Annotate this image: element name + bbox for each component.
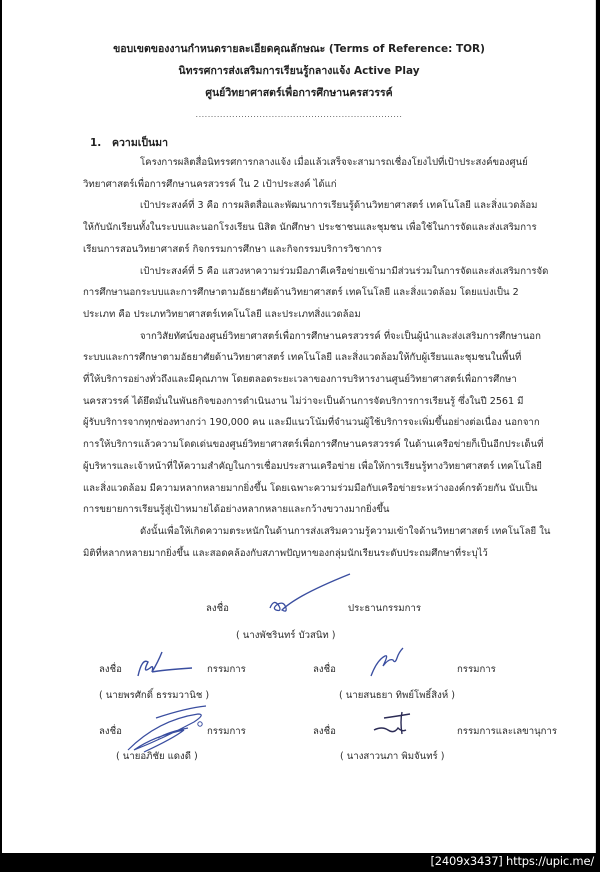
member-4-sign-label: ลงชื่อ <box>313 726 336 737</box>
member-3-role: กรรมการ <box>207 726 246 737</box>
text-line: การให้บริการแล้วความโดดเด่นของศูนย์วิทยาศาสตร์เพื่อการศึกษานครสวรรค์ ในด้านเครือข่ายก็เป็นอีกประเด็นที่ <box>83 439 544 451</box>
image-info-text: [2409x3437] https://upic.me/ <box>430 854 594 868</box>
text-line: ให้กับนักเรียนทั้งในระบบและนอกโรงเรียน นิสิต นักศึกษา ประชาชนและชุมชน เพื่อใช้ในการจัดและส่งเสริมการ <box>83 222 537 234</box>
text-line: โครงการผลิตสื่อนิทรรศการกลางแจ้ง เมื่อแล้วเสร็จจะสามารถเชื่องโยงไปที่เป้าประสงค์ของศูนย์ <box>140 157 528 168</box>
text-line: ระบบและการศึกษาตามอัธยาศัยด้านวิทยาศาสตร์ เทคโนโลยี และสิ่งแวดล้อมให้กับผู้เรียนและชุมชนในพื้นที่ <box>83 352 522 364</box>
chair-name: ( นางพัชรินทร์ บัวสนิท ) <box>236 630 336 641</box>
scanned-document-page <box>2 0 596 853</box>
member-4-role: กรรมการและเลขานุการ <box>457 726 558 737</box>
text-line: นครสวรรค์ ได้ยึดมั่นในพันธกิจของการดำเนินงาน ไม่ว่าจะเป็นด้านการจัดบริการการเรียนรู้ ซึ่งในปี 2561 มี <box>83 395 524 407</box>
title-separator: .................................................................... <box>195 110 403 119</box>
member-2-role: กรรมการ <box>457 664 496 675</box>
text-line: ผู้บริหารและเจ้าหน้าที่ให้ความสำคัญในการเชื่อมประสานเครือข่าย เพื่อให้การเรียนรู้ทางวิทยาศาสตร์ เทคโนโลยี <box>83 460 542 472</box>
chair-sign-label: ลงชื่อ <box>206 603 229 614</box>
text-line: ที่ให้บริการอย่างทั่วถึงและมีคุณภาพ โดยตลอดระยะเวลาของการบริหารงานศูนย์วิทยาศาสตร์เพื่อการศึกษา <box>83 374 517 386</box>
paragraph-vision <box>83 326 563 521</box>
section-number: 1. <box>90 137 102 149</box>
text-line: การขยายการเรียนรู้สู่เป้าหมายได้อย่างหลากหลายและกว้างขวางมากยิ่งขึ้น <box>83 504 390 516</box>
chair-signature-icon <box>264 572 354 618</box>
text-line: ประเภท คือ ประเภทวิทยาศาสตร์เทคโนโลยี และประเภทสิ่งแวดล้อม <box>83 308 361 320</box>
member-1-name: ( นายพรศักดิ์ ธรรมวานิช ) <box>99 690 210 701</box>
member-1-signature-icon <box>132 648 202 684</box>
member-2-name: ( นายสนธยา ทิพย์โพธิ์สิงห์ ) <box>339 690 455 701</box>
member-3-name: ( นายอภิชัย แดงดี ) <box>116 751 198 762</box>
paragraph-intro <box>83 152 563 195</box>
member-4-name: ( นางสาวนภา พิมจันทร์ ) <box>340 751 445 762</box>
member-1-role: กรรมการ <box>207 664 246 675</box>
member-1-sign-label: ลงชื่อ <box>99 664 122 675</box>
text-line: เรียนการสอนวิทยาศาสตร์ กิจกรรมการศึกษา และกิจกรรมบริการวิชาการ <box>83 243 382 255</box>
text-line: เป้าประสงค์ที่ 3 คือ การผลิตสื่อและพัฒนาการเรียนรู้ด้านวิทยาศาสตร์ เทคโนโลยี และสิ่งแวดล้อม <box>140 200 538 212</box>
document-subtitle: นิทรรศการส่งเสริมการเรียนรู้กลางแจ้ง Active Play <box>178 65 420 77</box>
text-line: การศึกษานอกระบบและการศึกษาตามอัธยาศัยด้านวิทยาศาสตร์ เทคโนโลยี และสิ่งแวดล้อม โดยแบ่งเป็น 2 <box>83 287 519 299</box>
paragraph-goal-3 <box>83 195 563 260</box>
document-title-block <box>2 38 596 122</box>
paragraph-goal-5 <box>83 261 563 326</box>
text-line: เป้าประสงค์ที่ 5 คือ แสวงหาความร่วมมือภาคีเครือข่ายเข้ามามีส่วนร่วมในการจัดและส่งเสริมการจัด <box>140 265 549 277</box>
document-organization: ศูนย์วิทยาศาสตร์เพื่อการศึกษานครสวรรค์ <box>205 87 393 99</box>
document-title: ขอบเขตของงานกำหนดรายละเอียดคุณลักษณะ (Terms of Reference: TOR) <box>113 43 485 55</box>
member-4-signature-icon <box>370 710 420 740</box>
member-2-sign-label: ลงชื่อ <box>313 664 336 675</box>
section-title: ความเป็นมา <box>112 137 168 149</box>
document-body <box>83 152 563 564</box>
section-heading <box>90 134 168 151</box>
paragraph-conclusion <box>83 521 563 564</box>
text-line: มิติที่หลากหลายมากยิ่งขึ้น และสอดคล้องกับสภาพปัญหาของกลุ่มนักเรียนระดับประถมศึกษาที่ระบุไว้ <box>83 547 488 559</box>
member-3-sign-label: ลงชื่อ <box>99 726 122 737</box>
member-2-signature-icon <box>367 646 417 680</box>
text-line: และสิ่งแวดล้อม มีความหลากหลายมากยิ่งขึ้น โดยเฉพาะความร่วมมือกับเครือข่ายระหว่างองค์กรด้วยกัน นับเป็น <box>83 482 538 494</box>
text-line: ดังนั้นเพื่อให้เกิดความตระหนักในด้านการส่งเสริมความรู้ความเข้าใจด้านวิทยาศาสตร์ เทคโนโลยี ใน <box>140 525 551 537</box>
text-line: วิทยาศาสตร์เพื่อการศึกษานครสวรรค์ ใน 2 เป้าประสงค์ ได้แก่ <box>83 178 337 190</box>
image-info-bar <box>0 853 600 872</box>
text-line: จากวิสัยทัศน์ของศูนย์วิทยาศาสตร์เพื่อการศึกษานครสวรรค์ ที่จะเป็นผู้นำและส่งเสริมการศึกษานอก <box>140 330 541 342</box>
chair-role: ประธานกรรมการ <box>348 603 421 614</box>
text-line: ผู้รับบริการจากทุกช่องทางกว่า 190,000 คน และมีแนวโน้มที่จำนวนผู้ใช้บริการจะเพิ่มขึ้นอย่างต่อเนื่อง นอกจาก <box>83 417 540 429</box>
